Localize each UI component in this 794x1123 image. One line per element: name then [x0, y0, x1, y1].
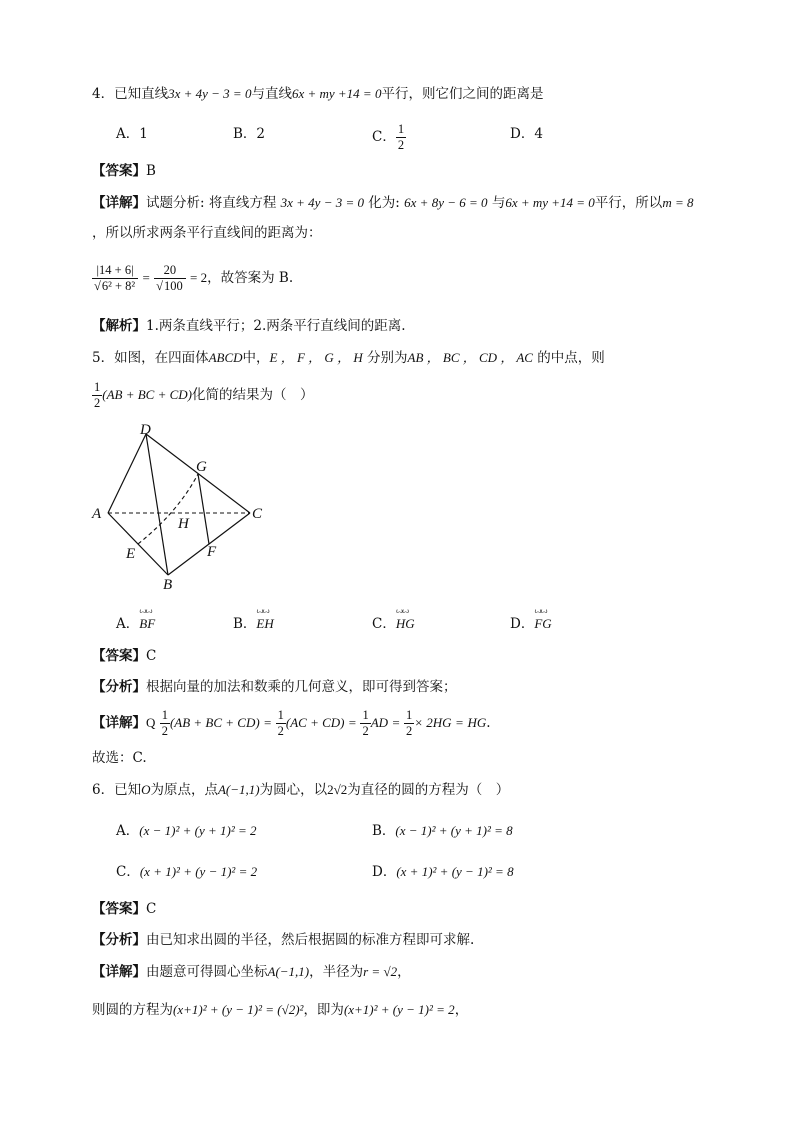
label-b: B	[163, 577, 173, 592]
q6-option-d: D．(x + 1)² + (y − 1)² = 8	[372, 864, 514, 880]
q4-option-a: A．1	[116, 126, 148, 142]
edge-db	[146, 434, 168, 575]
q4-answer: 【答案】B	[92, 163, 156, 179]
q5-option-b: B．ꙍꙍ EH	[233, 612, 274, 632]
q4-option-b: B．2	[233, 126, 266, 142]
q5-option-a: A．ꙍꙍ BF	[116, 612, 155, 632]
q4-distance-formula: $\frac{|14 + 6|}{\text{√6² + 8²}}$ = $\frac{20}{√100}$ = 2，故答案为 B.	[94, 263, 294, 293]
q6-analysis: 【分析】由已知求出圆的半径，然后根据圆的标准方程即可求解.	[92, 932, 475, 948]
q5-choose: 故选：C.	[92, 750, 147, 766]
q4-option-c-fraction: $\frac{1}{2}$	[397, 122, 405, 152]
q5-expression: $\frac{1}{2}$ (AB + BC + CD)化简的结果为（ ）	[94, 380, 314, 410]
segment-eg-hidden	[138, 474, 198, 544]
q5-answer: 【答案】C	[92, 648, 157, 664]
q6-option-b: B．(x − 1)² + (y + 1)² = 8	[372, 823, 513, 839]
tetrahedron-figure	[88, 422, 278, 592]
q4-analysis: 【解析】1.两条直线平行；2.两条平行直线间的距离.	[92, 318, 406, 334]
label-d: D	[140, 422, 151, 438]
q6-option-a: A．(x − 1)² + (y + 1)² = 2	[116, 823, 257, 839]
label-f: F	[207, 544, 217, 560]
label-h: H	[178, 516, 189, 532]
q5-detail: 【详解】Q $\frac{1}{2}$ (AB + BC + CD) = $\frac{1}{2}$ (AC + CD) = $\frac{1}{2}$ AD = $\frac{1}{2}$ × 2HG = HG.	[92, 708, 491, 738]
q5-option-c: C．ꙍꙍ HG	[372, 612, 415, 632]
segment-gf	[198, 474, 209, 544]
q5-analysis: 【分析】根据向量的加法和数乘的几何意义，即可得到答案；	[92, 679, 457, 695]
q5-stem: 5．如图，在四面体ABCD中，E ， F ， G ， H 分别为AB ， BC ， CD ， AC 的中点，则	[92, 350, 605, 366]
q6-stem: 6．已知O为原点，点A(−1,1)为圆心，以2√2为直径的圆的方程为（ ）	[92, 782, 510, 798]
label-e: E	[126, 546, 136, 562]
q4-option-d: D．4	[510, 126, 543, 142]
label-g: G	[196, 459, 207, 475]
q4-stem: 4．已知直线3x + 4y − 3 = 0与直线6x + my +14 = 0平行，则它们之间的距离是	[92, 86, 544, 102]
q6-detail: 【详解】由题意可得圆心坐标A(−1,1)，半径为r = √2，	[92, 964, 411, 980]
q6-option-c: C．(x + 1)² + (y − 1)² = 2	[116, 864, 258, 880]
q4-detail: 【详解】试题分析: 将直线方程 3x + 4y − 3 = 0 化为: 6x + 8y − 6 = 0 与6x + my +14 = 0平行，所以m = 8	[92, 195, 694, 211]
edge-da	[108, 434, 146, 513]
q6-answer: 【答案】C	[92, 901, 157, 917]
q4-option-c: C． $\frac{1}{2}$	[372, 122, 405, 152]
q6-detail-line2: 则圆的方程为(x+1)² + (y − 1)² = (√2)²，即为(x+1)² + (y − 1)² = 2，	[92, 1002, 469, 1018]
label-c: C	[252, 506, 263, 522]
q5-option-d: D．ꙍꙍ FG	[510, 612, 552, 632]
label-a: A	[92, 506, 102, 522]
q4-detail-line2: ，所以所求两条平行直线间的距离为：	[92, 225, 322, 241]
